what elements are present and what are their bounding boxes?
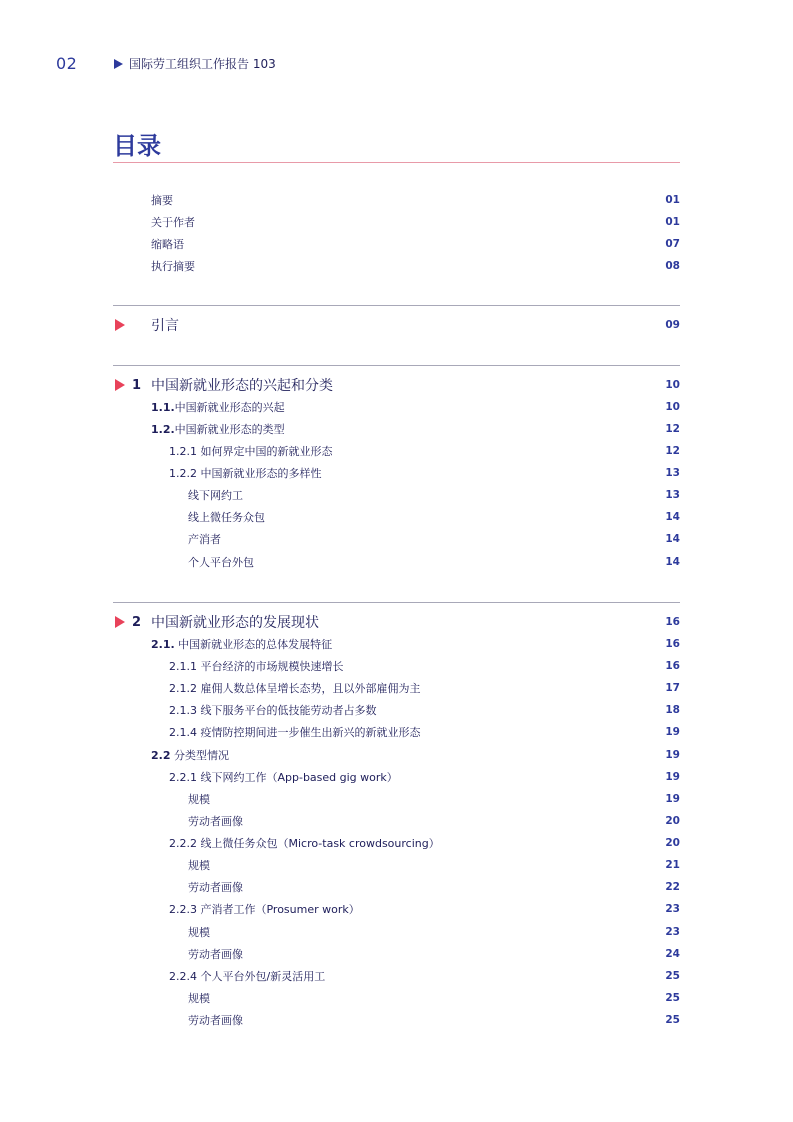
page-number: 02 bbox=[56, 54, 78, 73]
toc-entry[interactable]: 2.1.2 雇佣人数总体呈增长态势，且以外部雇佣为主 17 bbox=[169, 682, 680, 695]
toc-entry[interactable]: 产消者 14 bbox=[188, 533, 680, 546]
triangle-bullet-icon bbox=[115, 379, 125, 391]
toc-chapter-intro[interactable]: 引言 09 bbox=[113, 313, 680, 337]
toc-entry[interactable]: 规模 23 bbox=[188, 926, 680, 939]
toc-chapter-1[interactable]: 1 中国新就业形态的兴起和分类 10 bbox=[113, 373, 680, 397]
running-title-text: 国际劳工组织工作报告 103 bbox=[129, 57, 276, 71]
toc-entry[interactable]: 2.2.4 个人平台外包/新灵活用工 25 bbox=[169, 970, 680, 983]
toc-entry[interactable]: 劳动者画像 20 bbox=[188, 815, 680, 828]
toc-entry[interactable]: 个人平台外包 14 bbox=[188, 556, 680, 569]
triangle-bullet-icon bbox=[114, 59, 123, 69]
toc-entry[interactable]: 2.2.3 产消者工作（Prosumer work） 23 bbox=[169, 903, 680, 916]
section-divider bbox=[113, 365, 680, 366]
toc-entry[interactable]: 1.2.1 如何界定中国的新就业形态 12 bbox=[169, 445, 680, 458]
toc-entry[interactable]: 线上微任务众包 14 bbox=[188, 511, 680, 524]
triangle-bullet-icon bbox=[115, 319, 125, 331]
toc-entry[interactable]: 2.1. 中国新就业形态的总体发展特征 16 bbox=[151, 638, 680, 651]
toc-entry[interactable]: 1.2.2 中国新就业形态的多样性 13 bbox=[169, 467, 680, 480]
toc-entry[interactable]: 缩略语 07 bbox=[151, 238, 680, 251]
toc-entry[interactable]: 规模 21 bbox=[188, 859, 680, 872]
toc-entry[interactable]: 劳动者画像 25 bbox=[188, 1014, 680, 1027]
toc-entry[interactable]: 摘要 01 bbox=[151, 194, 680, 207]
toc-title: 目录 bbox=[113, 132, 161, 160]
toc-entry[interactable]: 关于作者 01 bbox=[151, 216, 680, 229]
section-divider bbox=[113, 305, 680, 306]
toc-entry[interactable]: 2.2 分类型情况 19 bbox=[151, 749, 680, 762]
toc-entry[interactable]: 执行摘要 08 bbox=[151, 260, 680, 273]
toc-entry[interactable]: 2.1.3 线下服务平台的低技能劳动者占多数 18 bbox=[169, 704, 680, 717]
toc-entry[interactable]: 2.2.1 线下网约工作（App-based gig work） 19 bbox=[169, 771, 680, 784]
running-title bbox=[114, 55, 276, 72]
toc-entry[interactable]: 规模 19 bbox=[188, 793, 680, 806]
toc-entry[interactable]: 2.1.4 疫情防控期间进一步催生出新兴的新就业形态 19 bbox=[169, 726, 680, 739]
triangle-bullet-icon bbox=[115, 616, 125, 628]
toc-entry[interactable]: 2.2.2 线上微任务众包（Micro-task crowdsourcing） 20 bbox=[169, 837, 680, 850]
section-divider bbox=[113, 602, 680, 603]
toc-entry[interactable]: 2.1.1 平台经济的市场规模快速增长 16 bbox=[169, 660, 680, 673]
toc-entry[interactable]: 规模 25 bbox=[188, 992, 680, 1005]
toc-entry[interactable]: 劳动者画像 22 bbox=[188, 881, 680, 894]
toc-chapter-2[interactable]: 2 中国新就业形态的发展现状 16 bbox=[113, 610, 680, 634]
toc-entry[interactable]: 劳动者画像 24 bbox=[188, 948, 680, 961]
toc-entry[interactable]: 线下网约工 13 bbox=[188, 489, 680, 502]
toc-entry[interactable]: 1.1.中国新就业形态的兴起 10 bbox=[151, 401, 680, 414]
title-divider bbox=[113, 162, 680, 163]
toc-entry[interactable]: 1.2.中国新就业形态的类型 12 bbox=[151, 423, 680, 436]
